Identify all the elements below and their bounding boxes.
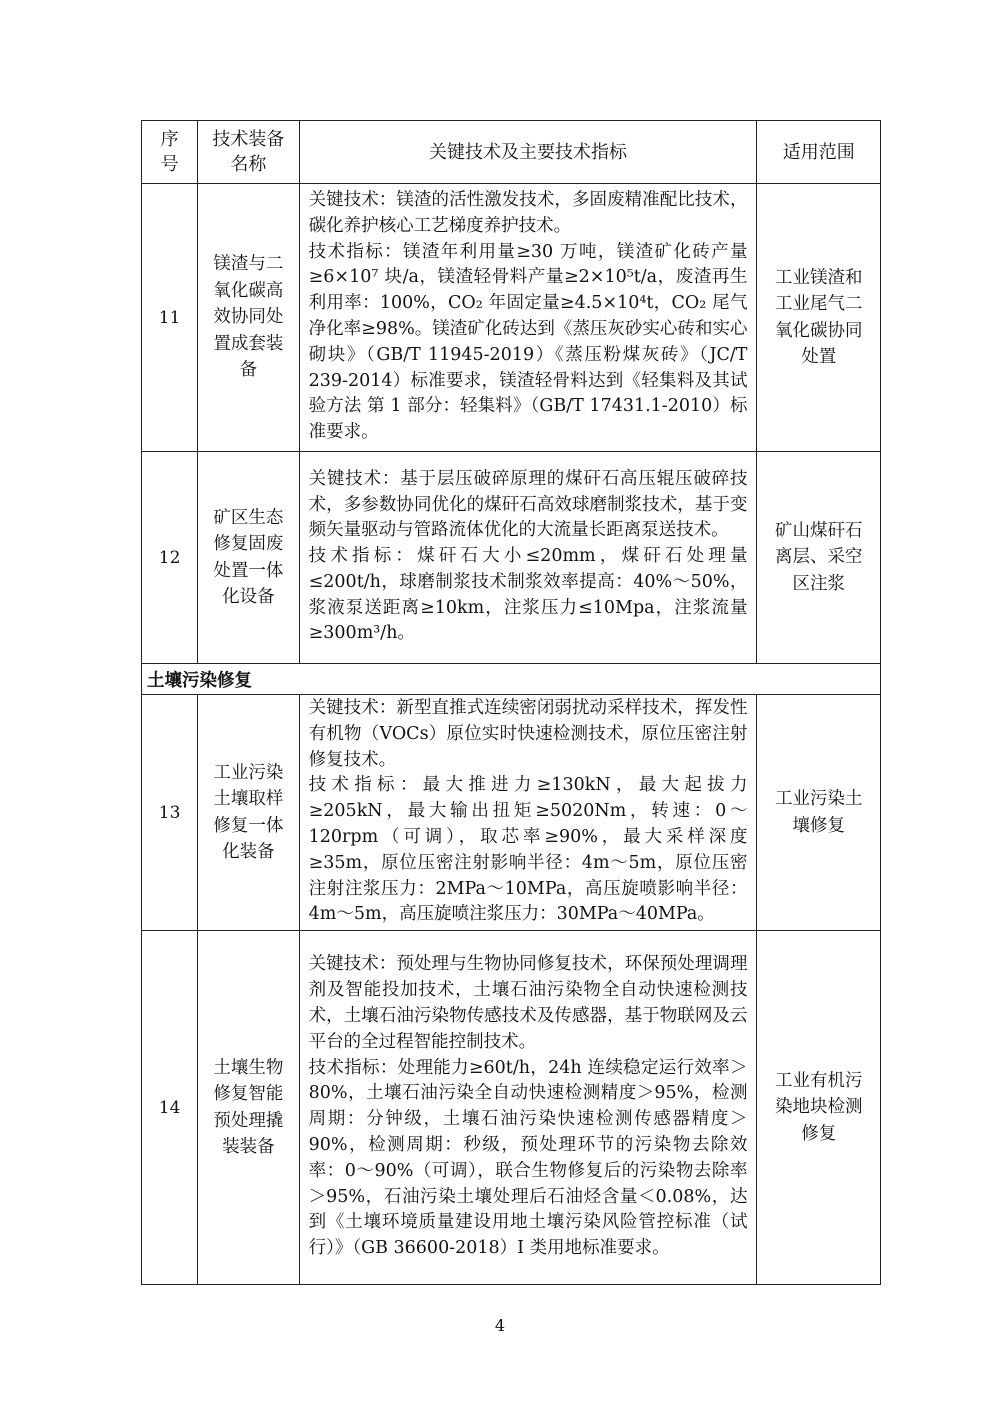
section-row	[142, 664, 881, 695]
row-scope: 矿山煤矸石离层、采空区注浆	[757, 452, 881, 664]
header-key: 关键技术及主要技术指标	[299, 121, 757, 184]
equipment-table	[141, 120, 881, 1285]
section-title: 土壤污染修复	[142, 664, 881, 695]
table-row	[142, 695, 881, 931]
row-key-tech	[299, 695, 757, 931]
key-technology-text: 关键技术：基于层压破碎原理的煤矸石高压辊压破碎技术，多参数协同优化的煤矸石高效球磨制浆技术，基于变频矢量驱动与管路流体优化的大流量长距离泵送技术。	[308, 468, 748, 541]
row-key-tech	[299, 452, 757, 664]
row-name: 镁渣与二氧化碳高效协同处置成套装备	[198, 184, 299, 452]
header-scope: 适用范围	[757, 121, 881, 184]
row-no: 12	[142, 452, 198, 664]
header-name: 技术装备名称	[198, 121, 299, 184]
table-row	[142, 452, 881, 664]
page-number: 4	[494, 1316, 506, 1335]
technical-indicators-text: 技术指标：最大推进力≥130kN，最大起拔力≥205kN，最大输出扭矩≥5020Nm，转速：0～120rpm（可调），取芯率≥90%，最大采样深度≥35m，原位压密注射影响半径：4m～5m，原位压密注射注浆压力：2MPa～10MPa，高压旋喷影响半径：4m～5m，高压旋喷注浆压力：30MPa～40MPa。	[308, 775, 748, 925]
table-row	[142, 184, 881, 452]
technical-indicators-text: 技术指标：煤矸石大小≤20mm，煤矸石处理量≤200t/h，球磨制浆技术制浆效率提高：40%～50%，浆液泵送距离≥10km，注浆压力≤10Mpa，注浆流量≥300m³/h。	[308, 546, 748, 644]
technical-indicators-text: 技术指标：处理能力≥60t/h，24h 连续稳定运行效率＞80%，土壤石油污染全自动快速检测精度＞95%，检测周期：分钟级，土壤石油污染快速检测传感器精度＞90%，检测周期：秒级，预处理环节的污染物去除效率：0～90%（可调），联合生物修复后的污染物去除率＞95%，石油污染土壤处理后石油烃含量＜0.08%，达到《土壤环境质量建设用地土壤污染风险管控标准（试行）》（GB 36600-2018）I 类用地标准要求。	[308, 1057, 748, 1259]
row-name: 土壤生物修复智能预处理撬装装备	[198, 931, 299, 1285]
key-technology-text: 关键技术：镁渣的活性激发技术，多固废精准配比技术，碳化养护核心工艺梯度养护技术。	[308, 190, 748, 236]
row-scope: 工业镁渣和工业尾气二氧化碳协同处置	[757, 184, 881, 452]
table-header-row	[142, 121, 881, 184]
row-name: 矿区生态修复固废处置一体化设备	[198, 452, 299, 664]
header-no: 序号	[142, 121, 198, 184]
row-scope: 工业有机污染地块检测修复	[757, 931, 881, 1285]
row-no: 13	[142, 695, 198, 931]
document-table-container	[141, 120, 881, 1285]
row-scope: 工业污染土壤修复	[757, 695, 881, 931]
row-key-tech	[299, 184, 757, 452]
row-no: 14	[142, 931, 198, 1285]
table-row	[142, 931, 881, 1285]
row-key-tech	[299, 931, 757, 1285]
row-no: 11	[142, 184, 198, 452]
key-technology-text: 关键技术：预处理与生物协同修复技术，环保预处理调理剂及智能投加技术，土壤石油污染物全自动快速检测技术，土壤石油污染物传感技术及传感器，基于物联网及云平台的全过程智能控制技术。	[308, 954, 748, 1052]
technical-indicators-text: 技术指标：镁渣年利用量≥30 万吨，镁渣矿化砖产量≥6×10⁷ 块/a，镁渣轻骨料产量≥2×10⁵t/a，废渣再生利用率：100%，CO₂ 年固定量≥4.5×10⁴t，CO₂ 尾气净化率≥98%。镁渣矿化砖达到《蒸压灰砂实心砖和实心砌块》（GB/T 11945-2019）《蒸压粉煤灰砖》（JC/T 239-2014）标准要求，镁渣轻骨料达到《轻集料及其试验方法 第 1 部分：轻集料》（GB/T 17431.1-2010）标准要求。	[308, 241, 748, 443]
row-name: 工业污染土壤取样修复一体化装备	[198, 695, 299, 931]
key-technology-text: 关键技术：新型直推式连续密闭弱扰动采样技术，挥发性有机物（VOCs）原位实时快速检测技术，原位压密注射修复技术。	[308, 698, 748, 770]
